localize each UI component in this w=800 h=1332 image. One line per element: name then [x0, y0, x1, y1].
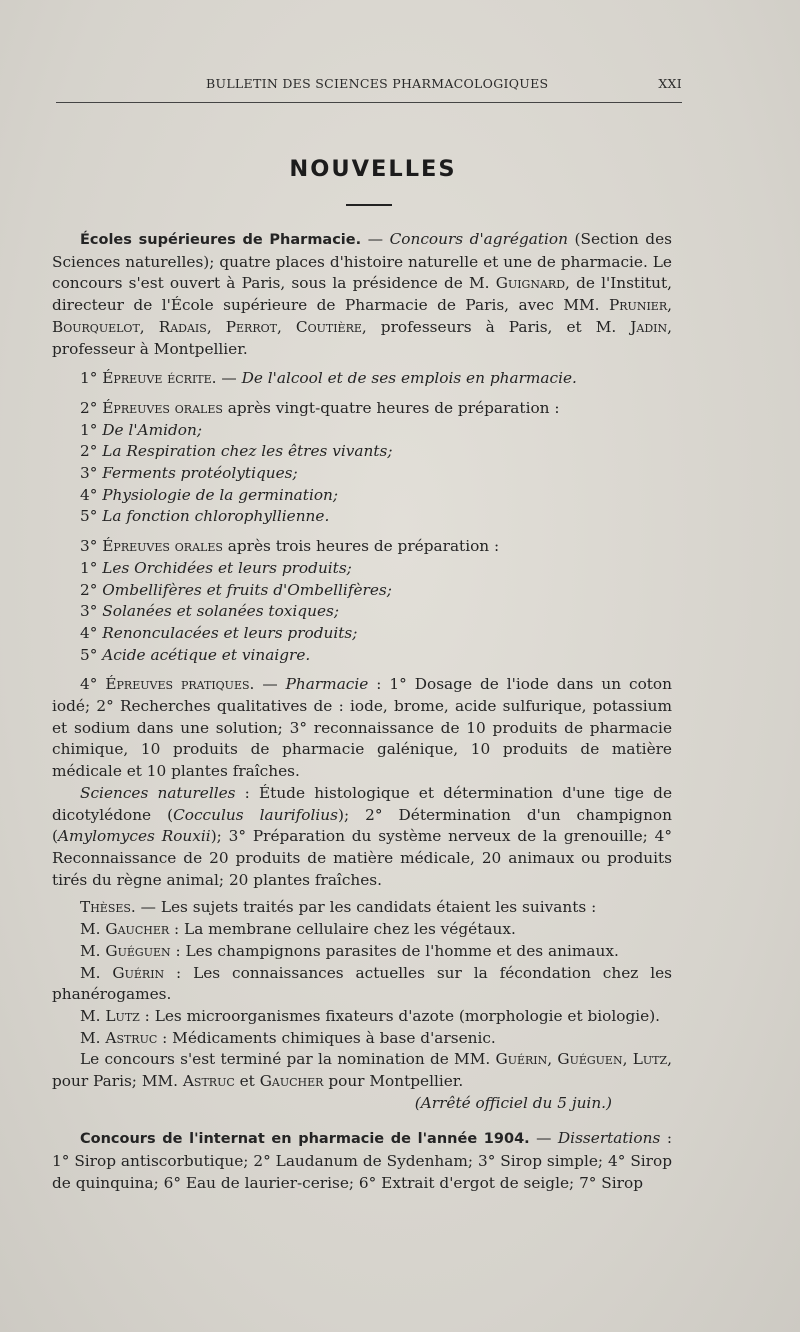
list-item: 5° La fonction chlorophyllienne. [80, 507, 330, 526]
name-coutiere: Coutière [295, 317, 362, 336]
these-item: M. Astruc : Médicaments chimiques à base d'arsenic. [80, 1028, 496, 1047]
internat-paragraph: Concours de l'internat en pharmacie de l'année 1904. — Dissertations : 1° Sirop antiscorbutique; 2° Laudanum de Sydenham; 3° Sirop simple; 4° Sirop de quinquina; 6° Eau de laurier-cerise; 6° Extrait d'ergot de seigle; 7° Sirop [52, 1129, 672, 1192]
running-title: BULLETIN DES SCIENCES PHARMACOLOGIQUES [206, 76, 549, 91]
theses-intro: Thèses. — Les sujets traités par les candidats étaient les suivants : [80, 898, 597, 917]
epreuves-pratiques: 4° Épreuves pratiques. — Pharmacie : 1° Dosage de l'iode dans un coton iodé; 2° Recherches qualitatives de : iode, brome, acide sulfurique, potassium et sodium dans une solution; 3° reconnaissance de 10 produits de pharmacie chimique, 10 produits de pharmacie galénique, 10 produits de matière médicale et 10 plantes fraîches. [52, 675, 672, 781]
list-item: 1° De l'Amidon; [80, 420, 202, 439]
intro-paragraph: Écoles supérieures de Pharmacie. — Concours d'agrégation (Section des Sciences naturelles); quatre places d'histoire naturelle et une de pharmacie. Le concours s'est ouvert à Paris, sous la présidence de M. Guignard, de l'Institut, directeur de l'École supérieure de Pharmacie de Paris, avec MM. Prunier, Bourquelot, Radais, Perrot, Coutière, professeurs à Paris, et M. Jadin, professeur à Montpellier. [52, 230, 672, 358]
list-item: 2° La Respiration chez les êtres vivants; [80, 442, 393, 461]
heading-internat: Concours de l'internat en pharmacie de l'année 1904. [80, 1131, 530, 1148]
orales-2-list [52, 558, 672, 667]
list-item: 4° Physiologie de la germination; [80, 485, 339, 504]
section-title: NOUVELLES [289, 156, 457, 182]
arrete-officiel: (Arrêté officiel du 5 juin.) [414, 1093, 612, 1112]
these-item: M. Gaucher : La membrane cellulaire chez les végétaux. [80, 920, 516, 939]
these-item: M. Lutz : Les microorganismes fixateurs d'azote (morphologie et biologie). [80, 1006, 661, 1025]
list-item: 3° Ferments protéolytiques; [80, 464, 298, 483]
name-radais: Radais [158, 317, 207, 336]
epreuves-orales-1: 2° Épreuves orales après vingt-quatre heures de préparation : [80, 398, 560, 417]
result-paragraph: Le concours s'est terminé par la nomination de MM. Guérin, Guéguen, Lutz, pour Paris; MM. Astruc et Gaucher pour Montpellier. [52, 1050, 672, 1091]
article-body [52, 229, 672, 1195]
epreuves-orales-2: 3° Épreuves orales après trois heures de préparation : [80, 537, 500, 556]
concours-subject: Concours d'agrégation [389, 230, 568, 248]
heading-ecoles: Écoles supérieures de Pharmacie. [80, 232, 362, 248]
name-bourquelot: Bourquelot [52, 317, 140, 336]
page-number: XXI [658, 76, 682, 91]
epreuve-ecrite: 1° Épreuve écrite. — De l'alcool et de ses emplois en pharmacie. [80, 369, 577, 388]
list-item: 4° Renonculacées et leurs produits; [80, 623, 358, 642]
name-perrot: Perrot [225, 317, 277, 336]
title-rule [346, 204, 392, 206]
list-item: 2° Ombellifères et fruits d'Ombellifères; [80, 580, 392, 599]
name-prunier: Prunier [608, 296, 668, 315]
header-rule [56, 102, 682, 103]
list-item: 1° Les Orchidées et leurs produits; [80, 558, 352, 577]
list-item: 3° Solanées et solanées toxiques; [80, 602, 340, 621]
name-jadin: Jadin [630, 317, 668, 336]
orales-1-list [52, 420, 672, 529]
these-item: M. Guérin : Les connaissances actuelles sur la fécondation chez les phanérogames. [52, 963, 673, 1004]
name-guignard: Guignard [495, 274, 566, 293]
sciences-naturelles: Sciences naturelles : Étude histologique et détermination d'une tige de dicotylédone (Cocculus laurifolius); 2° Détermination d'un champignon (Amylomyces Rouxii); 3° Préparation du système nerveux de la grenouille; 4° Reconnaissance de 20 produits de matière médicale, 20 animaux ou produits tirés du règne animal; 20 plantes fraîches. [52, 783, 673, 889]
these-item: M. Guéguen : Les champignons parasites de l'homme et des animaux. [80, 941, 619, 960]
list-item: 5° Acide acétique et vinaigre. [80, 645, 311, 664]
